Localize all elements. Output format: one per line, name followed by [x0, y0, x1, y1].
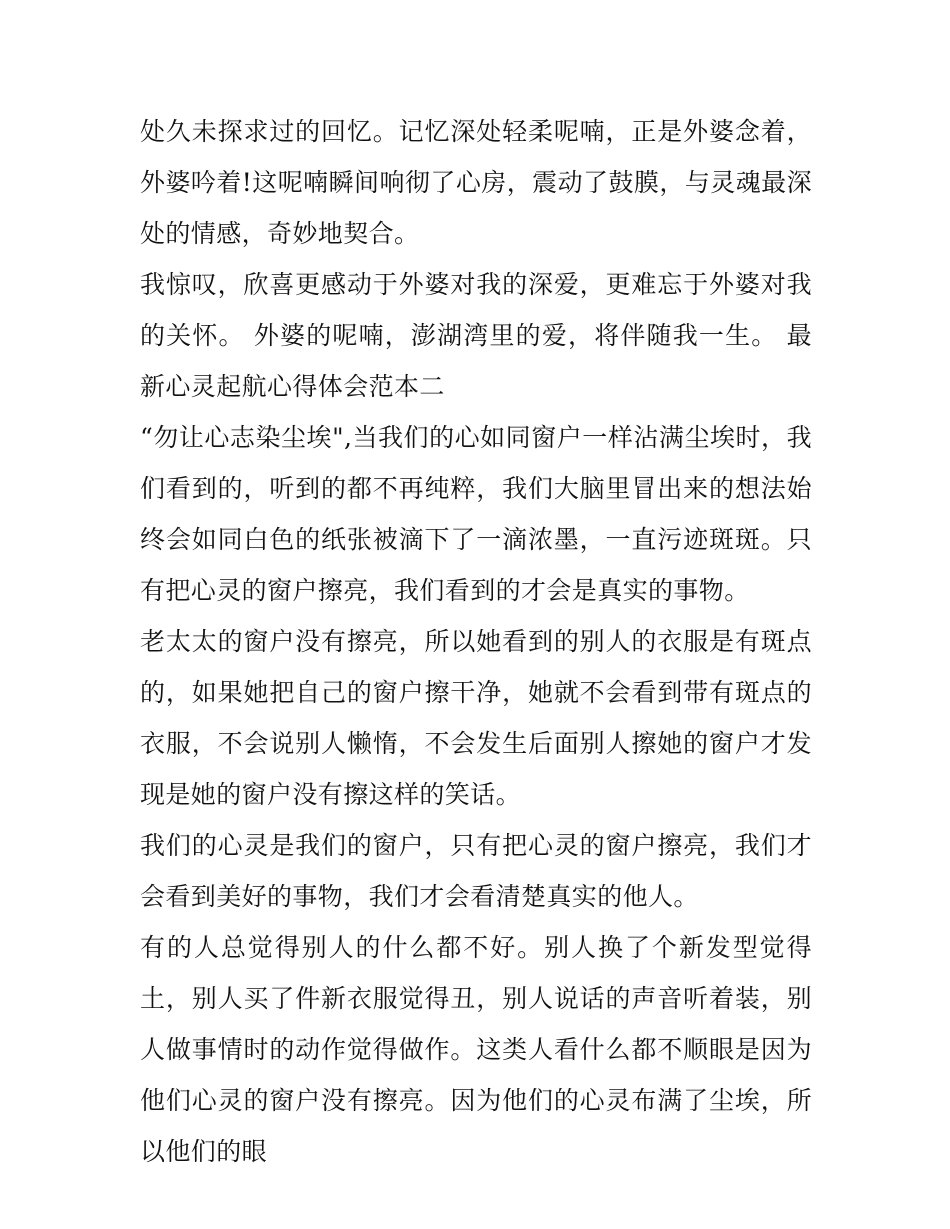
paragraph-4: 老太太的窗户没有擦亮，所以她看到的别人的衣服是有斑点的，如果她把自己的窗户擦干净，她就不会看到带有斑点的衣服，不会说别人懒惰，不会发生后面别人擦她的窗户才发现是她的窗户没有擦这样的笑话。	[140, 627, 812, 809]
paragraph-5: 我们的心灵是我们的窗户，只有把心灵的窗户擦亮，我们才会看到美好的事物，我们才会看清楚真实的他人。	[140, 831, 812, 911]
document-body	[140, 106, 812, 1177]
paragraph-6: 有的人总觉得别人的什么都不好。别人换了个新发型觉得土，别人买了件新衣服觉得丑，别人说话的声音听着装，别人做事情时的动作觉得做作。这类人看什么都不顺眼是因为他们心灵的窗户没有擦亮。因为他们的心灵布满了尘埃，所以他们的眼	[140, 933, 812, 1166]
paragraph-1: 处久未探求过的回忆。记忆深处轻柔呢喃，正是外婆念着，外婆吟着!这呢喃瞬间响彻了心房，震动了鼓膜，与灵魂最深处的情感，奇妙地契合。	[140, 117, 812, 248]
paragraph-2: 我惊叹，欣喜更感动于外婆对我的深爱，更难忘于外婆对我的关怀。 外婆的呢喃，澎湖湾里的爱，将伴随我一生。 最新心灵起航心得体会范本二	[140, 270, 812, 401]
paragraph-3: “勿让心志染尘埃",当我们的心如同窗户一样沾满尘埃时，我们看到的，听到的都不再纯粹，我们大脑里冒出来的想法始终会如同白色的纸张被滴下了一滴浓墨，一直污迹斑斑。只有把心灵的窗户擦亮，我们看到的才会是真实的事物。	[140, 423, 812, 605]
